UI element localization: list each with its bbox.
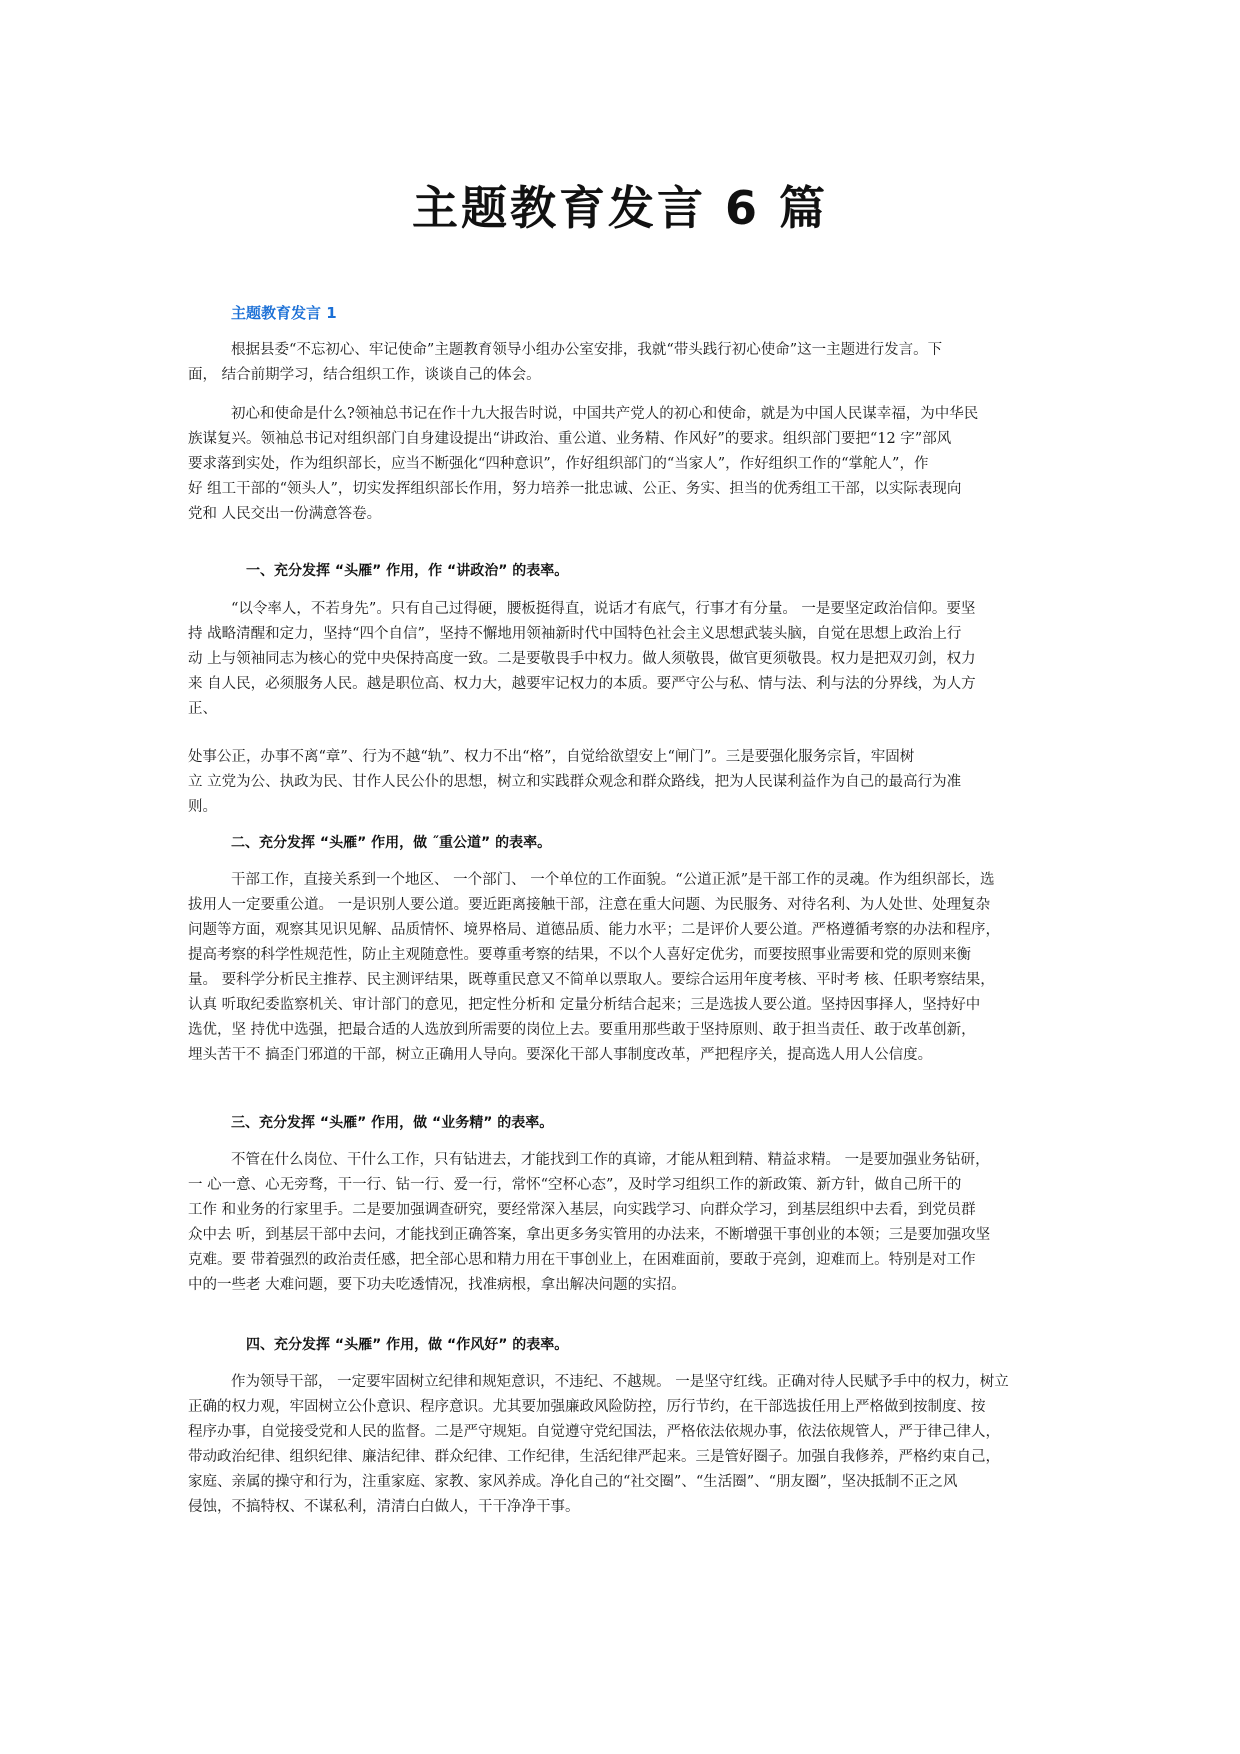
paragraph-line: “以令率人，不若身先”。只有自己过得硬，腰板挺得直，说话才有底气，行事才有分量。 一是要坚定政治信仰。要坚 [231, 601, 976, 617]
paragraph-line: 众中去 听，到基层干部中去问，才能找到正确答案，拿出更多务实管用的办法来，不断增强干事创业的本领；三是要加强攻坚 [188, 1227, 991, 1243]
paragraph-line: 作为领导干部， 一定要牢固树立纪律和规矩意识，不违纪、不越规。 一是坚守红线。正确对待人民赋予手中的权力，树立 [231, 1374, 1009, 1390]
paragraph-line: 一 心一意、心无旁骛，干一行、钻一行、爱一行，常怀“空杯心态”，及时学习组织工作的新政策、新方针，做自己所干的 [188, 1177, 962, 1193]
paragraph-line: 克难。要 带着强烈的政治责任感，把全部心思和精力用在干事创业上，在困难面前，要敢于亮剑，迎难而上。特别是对工作 [188, 1252, 976, 1268]
section-title: 主题教育发言 1 [231, 304, 337, 322]
paragraph-line: 持 战略清醒和定力，坚持“四个自信”，坚持不懈地用领袖新时代中国特色社会主义思想武装头脑，自觉在思想上政治上行 [188, 626, 962, 642]
heading-4: 四、充分发挥 “头雁” 作用，做 “作风好” 的表率。 [246, 1337, 569, 1353]
paragraph-line: 则。 [188, 799, 217, 815]
paragraph-line: 带动政治纪律、组织纪律、廉洁纪律、群众纪律、工作纪律，生活纪律严起来。三是管好圈子。加强自我修养，严格约束自己， [188, 1449, 1000, 1465]
paragraph-conduct [188, 1370, 1056, 1520]
paragraph-line: 处事公正，办事不离“章”、行为不越“轨”、权力不出“格”，自觉给欲望安上“闸门”。三是要强化服务宗旨，牢固树 [188, 749, 915, 765]
paragraph-mission [188, 402, 1056, 527]
paragraph-line: 好 组工干部的“领头人”，切实发挥组织部长作用，努力培养一批忠诚、公正、务实、担当的优秀组工干部，以实际表现向 [188, 481, 962, 497]
paragraph-line: 初心和使命是什么?领袖总书记在作十九大报告时说，中国共产党人的初心和使命，就是为中国人民谋幸福，为中华民 [231, 406, 979, 422]
paragraph-line: 提高考察的科学性规范性，防止主观随意性。要尊重考察的结果，不以个人喜好定优劣，而要按照事业需要和党的原则来衡 [188, 947, 971, 963]
paragraph-line: 埋头苦干不 搞歪门邪道的干部，树立正确用人导向。要深化干部人事制度改革，严把程序关，提高选人用人公信度。 [188, 1047, 933, 1063]
paragraph-line: 正确的权力观，牢固树立公仆意识、程序意识。尤其要加强廉政风险防控，厉行节约，在干部选拔任用上严格做到按制度、按 [188, 1399, 986, 1415]
paragraph-politics [188, 597, 1056, 722]
paragraph-line: 立 立党为公、执政为民、甘作人民公仆的思想，树立和实践群众观念和群众路线，把为人民谋利益作为自己的最高行为准 [188, 774, 962, 790]
heading-3: 三、充分发挥 “头雁” 作用，做 “业务精” 的表率。 [231, 1115, 554, 1131]
paragraph-line: 要求落到实处，作为组织部长，应当不断强化“四种意识”，作好组织部门的“当家人”，作好组织工作的“掌舵人”，作 [188, 456, 929, 472]
paragraph-line: 工作 和业务的行家里手。二是要加强调查研究，要经常深入基层，向实践学习、向群众学习，到基层组织中去看，到党员群 [188, 1202, 976, 1218]
paragraph-line: 干部工作，直接关系到一个地区、 一个部门、 一个单位的工作面貌。“公道正派”是干部工作的灵魂。作为组织部长，选 [231, 872, 995, 888]
document-title: 主题教育发言 6 篇 [411, 181, 829, 235]
paragraph-line: 不管在什么岗位、干什么工作，只有钻进去，才能找到工作的真谛，才能从粗到精、精益求精。 一是要加强业务钻研， [231, 1152, 990, 1168]
paragraph-line: 中的一些老 大难问题，要下功夫吃透情况，找准病根，拿出解决问题的实招。 [188, 1277, 686, 1293]
paragraph-line: 家庭、亲属的操守和行为，注重家庭、家教、家风养成。净化自己的“社交圈”、“生活圈”、“朋友圈”，坚决抵制不正之风 [188, 1474, 958, 1490]
paragraph-fairness [188, 868, 1056, 1068]
paragraph-politics-cont [188, 745, 1056, 820]
paragraph-expertise [188, 1148, 1056, 1298]
heading-1: 一、充分发挥 “头雁” 作用，作 “讲政治” 的表率。 [246, 563, 569, 579]
paragraph-line: 面， 结合前期学习，结合组织工作，谈谈自己的体会。 [188, 367, 541, 383]
paragraph-line: 量。 要科学分析民主推荐、民主测评结果，既尊重民意又不简单以票取人。要综合运用年度考核、平时考 核、任职考察结果， [188, 972, 995, 988]
heading-2: 二、充分发挥 “头雁” 作用，做 ˝重公道” 的表率。 [231, 835, 552, 851]
paragraph-line: 程序办事，自觉接受党和人民的监督。二是严守规矩。自觉遵守党纪国法，严格依法依规办事，依法依规管人，严于律己律人， [188, 1424, 1000, 1440]
paragraph-line: 问题等方面，观察其见识见解、品质情怀、境界格局、道德品质、能力水平；二是评价人要公道。严格遵循考察的办法和程序， [188, 922, 1000, 938]
paragraph-line: 族谋复兴。领袖总书记对组织部门自身建设提出“讲政治、重公道、业务精、作风好”的要求。组织部门要把“12 字”部风 [188, 431, 952, 447]
paragraph-line: 选优，坚 持优中选强，把最合适的人选放到所需要的岗位上去。要重用那些敢于坚持原则、敢于担当责任、敢于改革创新， [188, 1022, 976, 1038]
paragraph-line: 侵蚀，不搞特权、不谋私利，清清白白做人，干干净净干事。 [188, 1499, 580, 1515]
paragraph-line: 认真 听取纪委监察机关、审计部门的意见，把定性分析和 定量分析结合起来；三是选拔人要公道。坚持因事择人，坚持好中 [188, 997, 981, 1013]
paragraph-line: 来 自人民，必须服务人民。越是职位高、权力大，越要牢记权力的本质。要严守公与私、情与法、利与法的分界线，为人方 [188, 676, 976, 692]
paragraph-line: 动 上与领袖同志为核心的党中央保持高度一致。二是要敬畏手中权力。做人须敬畏，做官更须敬畏。权力是把双刃剑，权力 [188, 651, 976, 667]
paragraph-line: 正、 [188, 701, 217, 717]
paragraph-line: 拔用人一定要重公道。 一是识别人要公道。要近距离接触干部，注意在重大问题、为民服务、对待名利、为人处世、处理复杂 [188, 897, 991, 913]
paragraph-line: 党和 人民交出一份满意答卷。 [188, 506, 382, 522]
paragraph-intro [188, 338, 1056, 388]
paragraph-line: 根据县委“不忘初心、牢记使命”主题教育领导小组办公室安排，我就“带头践行初心使命”这一主题进行发言。下 [231, 342, 943, 358]
